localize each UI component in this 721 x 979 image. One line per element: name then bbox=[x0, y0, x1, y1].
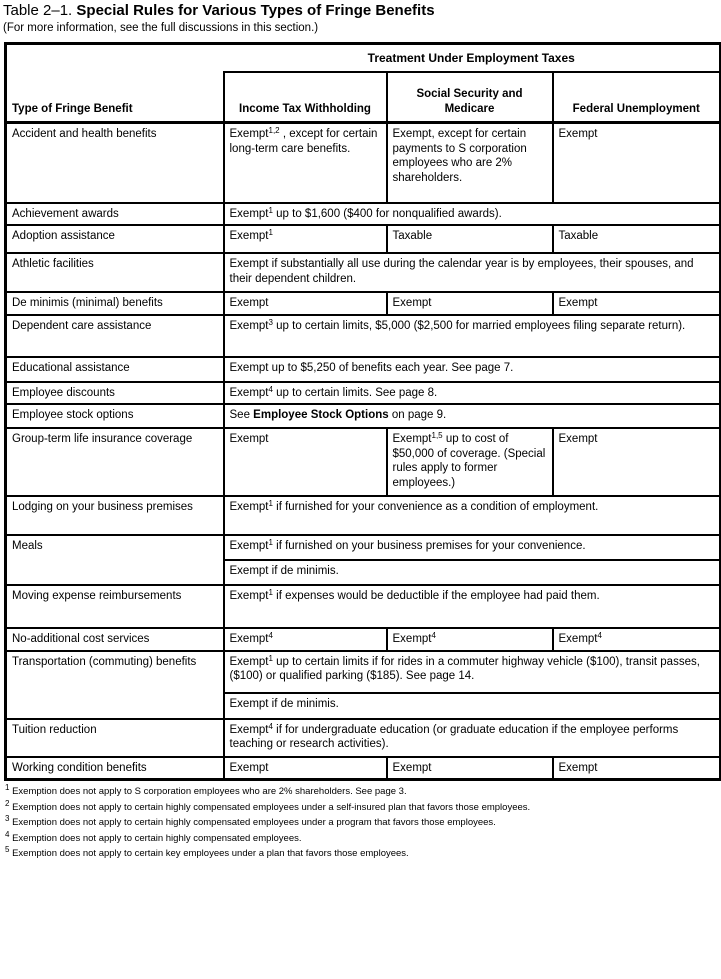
table-row bbox=[6, 585, 721, 628]
footnote-number: 3 bbox=[5, 814, 10, 823]
cell-text: Exempt bbox=[392, 761, 432, 774]
footnote bbox=[5, 845, 719, 862]
table-row bbox=[6, 292, 721, 315]
treatment-cell bbox=[387, 757, 553, 780]
benefit-type-cell: Educational assistance bbox=[6, 357, 224, 382]
benefit-type-cell: Group-term life insurance coverage bbox=[6, 428, 224, 496]
table-title-prefix: Table 2–1. bbox=[3, 2, 73, 19]
treatment-cell bbox=[553, 628, 721, 651]
treatment-cell bbox=[224, 253, 721, 292]
cell-text: Exempt bbox=[229, 655, 269, 668]
footnote-ref: 1 bbox=[268, 538, 273, 547]
table-row bbox=[6, 757, 721, 780]
footnote bbox=[5, 829, 719, 847]
cell-text: Exempt bbox=[392, 433, 432, 445]
cell-text: Exempt bbox=[558, 761, 598, 774]
cell-text: if furnished on your business premises for your convenience. bbox=[272, 540, 586, 552]
treatment-cell bbox=[224, 693, 721, 719]
footnote-ref: 1,2 bbox=[268, 126, 280, 135]
treatment-cell bbox=[224, 628, 387, 651]
treatment-cell bbox=[553, 292, 721, 315]
footnote-ref: 4 bbox=[431, 631, 436, 640]
header-social-security-medicare: Social Security and Medicare bbox=[387, 72, 553, 123]
footnote bbox=[5, 798, 719, 816]
treatment-cell bbox=[224, 315, 721, 357]
cell-text: Exempt if substantially all use during the calendar year is by employees, their spouses, and their dependent children. bbox=[229, 258, 694, 285]
table-row bbox=[6, 651, 721, 693]
header-federal-unemployment: Federal Unemployment bbox=[553, 72, 721, 123]
table-row bbox=[6, 225, 721, 253]
cell-text: Exempt bbox=[229, 207, 269, 220]
cell-text: Exempt bbox=[392, 297, 432, 309]
footnotes bbox=[5, 783, 719, 862]
footnote-ref: 1 bbox=[268, 588, 273, 597]
footnote-number: 4 bbox=[5, 829, 10, 839]
treatment-cell bbox=[224, 651, 721, 693]
cell-text: , except for certain long-term care benefits. bbox=[229, 128, 378, 155]
fringe-benefits-table bbox=[4, 42, 721, 781]
cell-text: if for undergraduate education (or graduate education if the employee performs teaching or research activities). bbox=[229, 723, 679, 750]
table-row bbox=[6, 382, 721, 405]
footnote-ref: 1,5 bbox=[431, 431, 443, 440]
footnote-text: Exemption does not apply to S corporation employees who are 2% shareholders. See page 3. bbox=[9, 786, 407, 797]
table-row bbox=[6, 428, 721, 496]
header-income-tax-withholding: Income Tax Withholding bbox=[224, 72, 387, 123]
cell-text: Exempt bbox=[558, 633, 598, 645]
benefit-type-cell: De minimis (minimal) benefits bbox=[6, 292, 224, 315]
treatment-cell bbox=[387, 628, 553, 651]
footnote-number: 5 bbox=[5, 845, 10, 854]
cell-text: up to certain limits, $5,000 ($2,500 for married employees filing separate return). bbox=[272, 319, 686, 332]
treatment-cell bbox=[224, 357, 721, 382]
footnote-text: Exemption does not apply to certain key employees under a plan that favors those employees. bbox=[9, 848, 409, 859]
benefit-type-cell: Athletic facilities bbox=[6, 253, 224, 292]
treatment-cell bbox=[387, 123, 553, 203]
cell-text: Exempt bbox=[229, 723, 269, 736]
table-row bbox=[6, 628, 721, 651]
treatment-cell bbox=[553, 428, 721, 496]
table-row bbox=[6, 315, 721, 357]
treatment-cell bbox=[224, 496, 721, 535]
treatment-cell bbox=[224, 404, 721, 428]
footnote-text: Exemption does not apply to certain highly compensated employees. bbox=[9, 832, 302, 844]
benefit-type-cell: No-additional cost services bbox=[6, 628, 224, 651]
table-row bbox=[6, 719, 721, 757]
treatment-cell bbox=[224, 560, 721, 585]
treatment-cell bbox=[387, 428, 553, 496]
cell-text: Exempt, except for certain payments to S corporation employees who are 2% shareholders. bbox=[392, 128, 527, 184]
cell-text: Exempt if de minimis. bbox=[229, 697, 339, 710]
benefit-type-cell: Employee discounts bbox=[6, 382, 224, 405]
cell-text: Taxable bbox=[392, 230, 433, 242]
treatment-cell bbox=[224, 535, 721, 560]
footnote-ref: 4 bbox=[268, 384, 273, 394]
table-title-text: Special Rules for Various Types of Fringe Benefits bbox=[76, 2, 435, 19]
benefit-type-cell: Achievement awards bbox=[6, 203, 224, 226]
cell-text: up to certain limits if for rides in a commuter highway vehicle ($100), transit passes, ($100) or qualified parking ($185). See page 14. bbox=[229, 655, 700, 682]
cell-text: Exempt up to $5,250 of benefits each year. See page 7. bbox=[229, 361, 514, 374]
treatment-cell bbox=[224, 585, 721, 628]
benefit-type-cell: Adoption assistance bbox=[6, 225, 224, 253]
footnote-number: 2 bbox=[5, 798, 10, 808]
benefit-type-cell: Tuition reduction bbox=[6, 719, 224, 757]
treatment-cell bbox=[387, 292, 553, 315]
benefit-type-cell: Employee stock options bbox=[6, 404, 224, 428]
cell-text: Exempt bbox=[229, 633, 269, 645]
benefit-type-cell: Moving expense reimbursements bbox=[6, 585, 224, 628]
treatment-cell bbox=[224, 123, 387, 203]
footnote-ref: 1 bbox=[268, 228, 273, 237]
cell-text: Exempt bbox=[558, 297, 598, 309]
footnote-ref: 3 bbox=[268, 317, 273, 327]
cell-text: Exempt bbox=[229, 433, 269, 445]
table-row bbox=[6, 496, 721, 535]
cell-text: Exempt bbox=[558, 128, 598, 140]
treatment-cell bbox=[224, 225, 387, 253]
footnote-ref: 4 bbox=[268, 631, 273, 640]
treatment-cell bbox=[224, 428, 387, 496]
table-row bbox=[6, 404, 721, 428]
table-title bbox=[2, 2, 719, 19]
footnote-number: 1 bbox=[5, 783, 10, 792]
treatment-cell bbox=[224, 382, 721, 405]
cell-text: Exempt if de minimis. bbox=[229, 565, 339, 577]
cell-text: Exempt bbox=[229, 297, 269, 309]
treatment-cell bbox=[224, 719, 721, 757]
cell-text: See bbox=[229, 409, 254, 421]
table-subtitle: (For more information, see the full discussions in this section.) bbox=[3, 22, 319, 34]
cell-text: Exempt bbox=[558, 433, 598, 445]
cell-text: Exempt bbox=[229, 128, 269, 140]
treatment-cell bbox=[553, 225, 721, 253]
cell-text: Exempt bbox=[229, 590, 269, 602]
table-row bbox=[6, 203, 721, 226]
cell-text: on page 9. bbox=[388, 409, 447, 421]
table-row bbox=[6, 253, 721, 292]
footnote bbox=[5, 783, 719, 800]
cell-text: Exempt bbox=[229, 761, 269, 774]
benefit-type-cell: Dependent care assistance bbox=[6, 315, 224, 357]
benefit-type-cell: Meals bbox=[6, 535, 224, 585]
footnote-text: Exemption does not apply to certain highly compensated employees under a self-insured plan that favors those employees. bbox=[9, 801, 531, 813]
table-row bbox=[6, 535, 721, 560]
table-row bbox=[6, 357, 721, 382]
cell-text: up to $1,600 ($400 for nonqualified awards). bbox=[272, 207, 502, 220]
cell-text: Exempt bbox=[229, 230, 269, 242]
treatment-cell bbox=[553, 123, 721, 203]
header-row-group bbox=[6, 44, 721, 73]
benefit-type-cell: Accident and health benefits bbox=[6, 123, 224, 203]
table-body bbox=[6, 123, 721, 780]
cell-text: Exempt bbox=[229, 386, 269, 399]
cell-text: Taxable bbox=[558, 230, 599, 242]
treatment-cell bbox=[224, 292, 387, 315]
footnote-ref: 4 bbox=[597, 631, 602, 640]
footnote bbox=[5, 814, 719, 831]
cell-text: Exempt bbox=[229, 319, 269, 332]
table-row bbox=[6, 123, 721, 203]
benefit-type-cell: Transportation (commuting) benefits bbox=[6, 651, 224, 719]
benefit-type-cell: Working condition benefits bbox=[6, 757, 224, 780]
treatment-cell bbox=[224, 203, 721, 226]
header-treatment-under-employment-taxes: Treatment Under Employment Taxes bbox=[224, 44, 721, 73]
treatment-cell bbox=[224, 757, 387, 780]
cell-text: Exempt bbox=[229, 501, 269, 513]
table-header bbox=[6, 44, 721, 123]
benefit-type-cell: Lodging on your business premises bbox=[6, 496, 224, 535]
cell-text: Exempt bbox=[229, 540, 269, 552]
cell-text: up to cost of $50,000 of coverage. (Special rules apply to former employees.) bbox=[392, 433, 546, 489]
footnote-ref: 1 bbox=[268, 499, 273, 508]
treatment-cell bbox=[553, 757, 721, 780]
bold-text: Employee Stock Options bbox=[253, 409, 389, 421]
cell-text: Exempt bbox=[392, 633, 432, 645]
cell-text: up to certain limits. See page 8. bbox=[272, 386, 438, 399]
treatment-cell bbox=[387, 225, 553, 253]
footnote-ref: 1 bbox=[268, 205, 273, 215]
footnote-text: Exemption does not apply to certain highly compensated employees under a program that favors those employees. bbox=[9, 817, 496, 828]
footnote-ref: 4 bbox=[268, 721, 273, 731]
header-type-of-fringe-benefit: Type of Fringe Benefit bbox=[6, 44, 224, 123]
cell-text: if expenses would be deductible if the employee had paid them. bbox=[272, 590, 600, 602]
footnote-ref: 1 bbox=[268, 653, 273, 663]
cell-text: if furnished for your convenience as a condition of employment. bbox=[272, 501, 599, 513]
